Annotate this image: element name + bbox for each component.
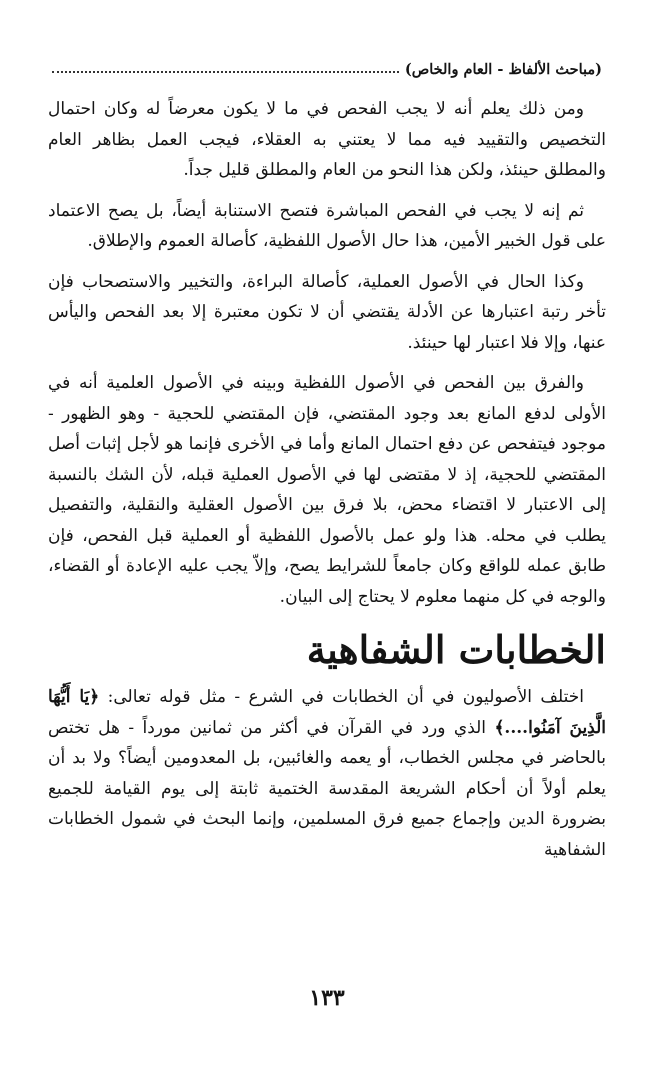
page-number: ١٣٣ bbox=[309, 985, 345, 1011]
header-dotted-rule bbox=[52, 71, 399, 73]
running-header bbox=[52, 56, 602, 82]
section-paragraph bbox=[48, 682, 606, 865]
quran-bracket-open: ﴿ bbox=[89, 687, 100, 707]
section-paragraph-rest: الذي ورد في القرآن في أكثر من ثمانين مورداً - هل تختص بالحاضر في مجلس الخطاب، أو يعمه والغائبين، بل المعدومين أيضاً؟ ولا بد أن يعلم أولاً أن أحكام الشريعة المقدسة الختمية ثابتة إلى يوم القيامة للجميع بضرورة الدين وإجماع جميع فرق المسلمين، وإنما البحث في شمول الخطابات الشفاهية bbox=[48, 717, 606, 860]
paragraph-3: وكذا الحال في الأصول العملية، كأصالة البراءة، والتخيير والاستصحاب فإن تأخر رتبة اعتبارها عن الأدلة يقتضي أن لا تكون معتبرة إلا بعد الفحص واليأس عنها، وإلا فلا اعتبار لها حينئذ. bbox=[48, 271, 606, 353]
paragraph-4: والفرق بين الفحص في الأصول اللفظية وبينه في الأصول العلمية أنه في الأولى لدفع المانع بعد وجود المقتضي، فإن المقتضي للحجية - وهو الظهور - موجود فيتفحص عن دفع احتمال المانع وأما في الأخرى فإنما هو لأجل إثبات أصل المقتضي للحجية، إذ لا مقتضى لها في الأصول العملية قبله، لأن الشك بالنسبة إلى الاعتبار لا اقتضاء محض، بلا فرق بين الأصول العقلية والنقلية، والتفصيل يطلب في محله. هذا ولو عمل بالأصول اللفظية أو العملية قبل الفحص، فإن طابق عمله للواقع وكان جامعاً للشرايط يصح، وإلاّ يجب عليه الإعادة أو القضاء، والوجه في كل منهما معلوم لا يحتاج إلى البيان. bbox=[48, 373, 606, 607]
quran-bracket-close: ﴾ bbox=[494, 717, 505, 738]
paragraph-2: ثم إنه لا يجب في الفحص المباشرة فتصح الاستنابة أيضاً، بل يصح الاعتماد على قول الخبير الأمين، هذا حال الأصول اللفظية، كأصالة العموم والإطلاق. bbox=[48, 200, 606, 251]
section-paragraph-intro: اختلف الأصوليون في أن الخطابات في الشرع - مثل قوله تعالى: bbox=[99, 687, 584, 707]
section-heading: الخطابات الشفاهية bbox=[306, 627, 606, 672]
quran-quote: يَا أَيُّهَا الَّذِينَ آمَنُوا.... bbox=[48, 687, 606, 738]
header-title: (مباحث الألفاظ - العام والخاص) bbox=[404, 60, 602, 78]
paragraph-1: ومن ذلك يعلم أنه لا يجب الفحص في ما لا يكون معرضاً له وكان احتمال التخصيص والتقييد فيه مما لا يعتني به العقلاء، فيجب العمل بظاهر العام والمطلق حينئذ، ولكن هذا النحو من العام والمطلق قليل جداً. bbox=[48, 99, 606, 180]
page-body bbox=[48, 94, 606, 875]
